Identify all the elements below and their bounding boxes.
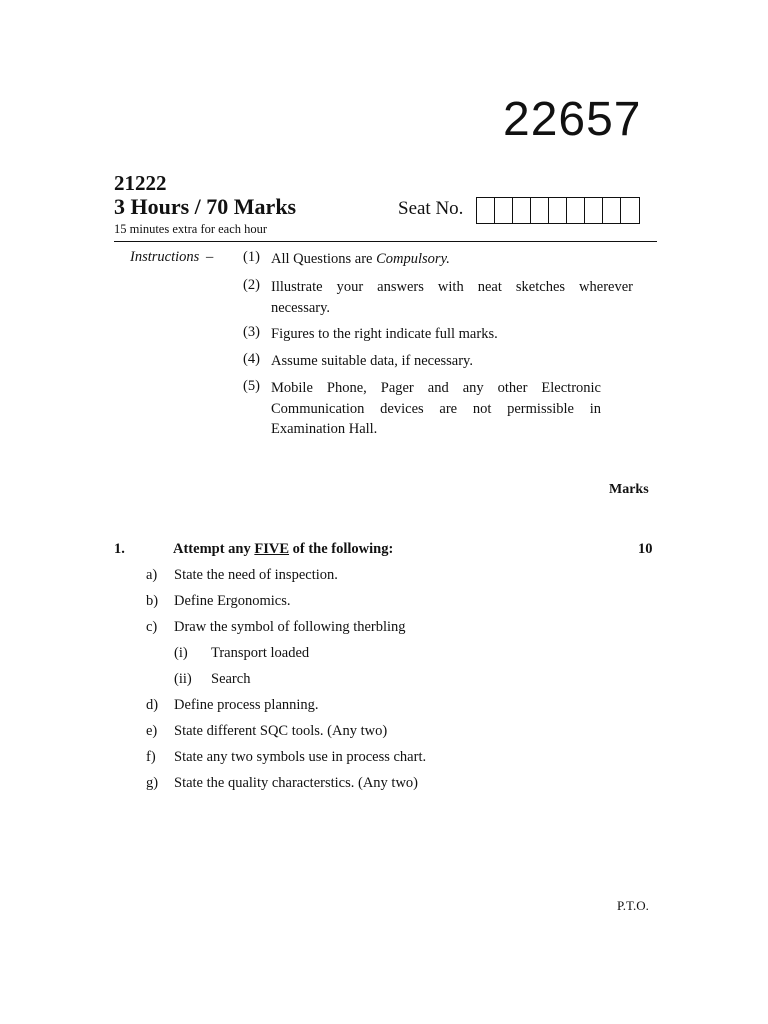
seat-digit-box[interactable] (477, 198, 495, 223)
instruction-text: Figures to the right indicate full marks. (271, 326, 498, 342)
question-title-emphasis: FIVE (254, 541, 290, 557)
question-title (173, 541, 393, 558)
instruction-text: Mobile Phone, Pager and any other Electronic Communication devices are not permissible in Examination Hall. (271, 380, 601, 437)
instruction-text: Illustrate your answers with neat sketches wherever necessary. (271, 279, 633, 316)
sub-item-text: Transport loaded (211, 645, 310, 661)
instruction-text-part: All Questions are (271, 251, 377, 267)
seat-digit-box[interactable] (531, 198, 549, 223)
page-turn-over: P.T.O. (617, 898, 649, 913)
sub-question-text: State the quality characterstics. (Any two) (174, 775, 419, 791)
instruction-text-emphasis: Compulsory. (376, 251, 450, 267)
instruction-text (271, 249, 641, 270)
sub-question-text: State different SQC tools. (Any two) (174, 723, 388, 739)
duration-marks: 3 Hours / 70 Marks (114, 194, 297, 219)
instruction-number: (5) (243, 378, 260, 394)
seat-digit-box[interactable] (603, 198, 621, 223)
sub-item-number: (i) (174, 645, 188, 661)
header-divider (114, 241, 657, 242)
question-title-part: of the following: (289, 541, 394, 557)
sub-question-text: Draw the symbol of following therbling (174, 619, 406, 635)
seat-number-boxes[interactable] (476, 197, 640, 224)
sub-question-letter: a) (146, 567, 158, 583)
question-marks: 10 (638, 541, 653, 557)
instruction-text: Assume suitable data, if necessary. (271, 353, 473, 369)
extra-time-note: 15 minutes extra for each hour (114, 222, 268, 236)
seat-digit-box[interactable] (549, 198, 567, 223)
instruction-number: (4) (243, 351, 260, 367)
marks-column-heading: Marks (609, 482, 649, 497)
instruction-number: (2) (243, 277, 260, 293)
sub-question-text: Define Ergonomics. (174, 593, 291, 609)
sub-question-text: State the need of inspection. (174, 567, 338, 583)
instructions-label: Instructions (130, 249, 200, 265)
question-number: 1. (114, 541, 125, 557)
sub-question-text: State any two symbols use in process chart. (174, 749, 427, 765)
sub-question-text: Define process planning. (174, 697, 319, 713)
sub-question-letter: g) (146, 775, 159, 791)
sub-question-letter: c) (146, 619, 158, 635)
subject-code: 21222 (114, 171, 167, 195)
sub-question-letter: d) (146, 697, 159, 713)
sub-question-letter: f) (146, 749, 156, 765)
sub-item-text: Search (211, 671, 251, 687)
sub-item-number: (ii) (174, 671, 192, 687)
seat-number-label: Seat No. (398, 198, 464, 219)
seat-digit-box[interactable] (585, 198, 603, 223)
seat-digit-box[interactable] (567, 198, 585, 223)
seat-digit-box[interactable] (621, 198, 639, 223)
seat-digit-box[interactable] (513, 198, 531, 223)
instruction-number: (1) (243, 249, 260, 265)
instructions-dash: – (206, 249, 214, 265)
sub-question-letter: b) (146, 593, 159, 609)
paper-code: 22657 (503, 93, 642, 146)
seat-digit-box[interactable] (495, 198, 513, 223)
sub-question-letter: e) (146, 723, 158, 739)
instruction-number: (3) (243, 324, 260, 340)
question-title-part: Attempt any (173, 541, 255, 557)
